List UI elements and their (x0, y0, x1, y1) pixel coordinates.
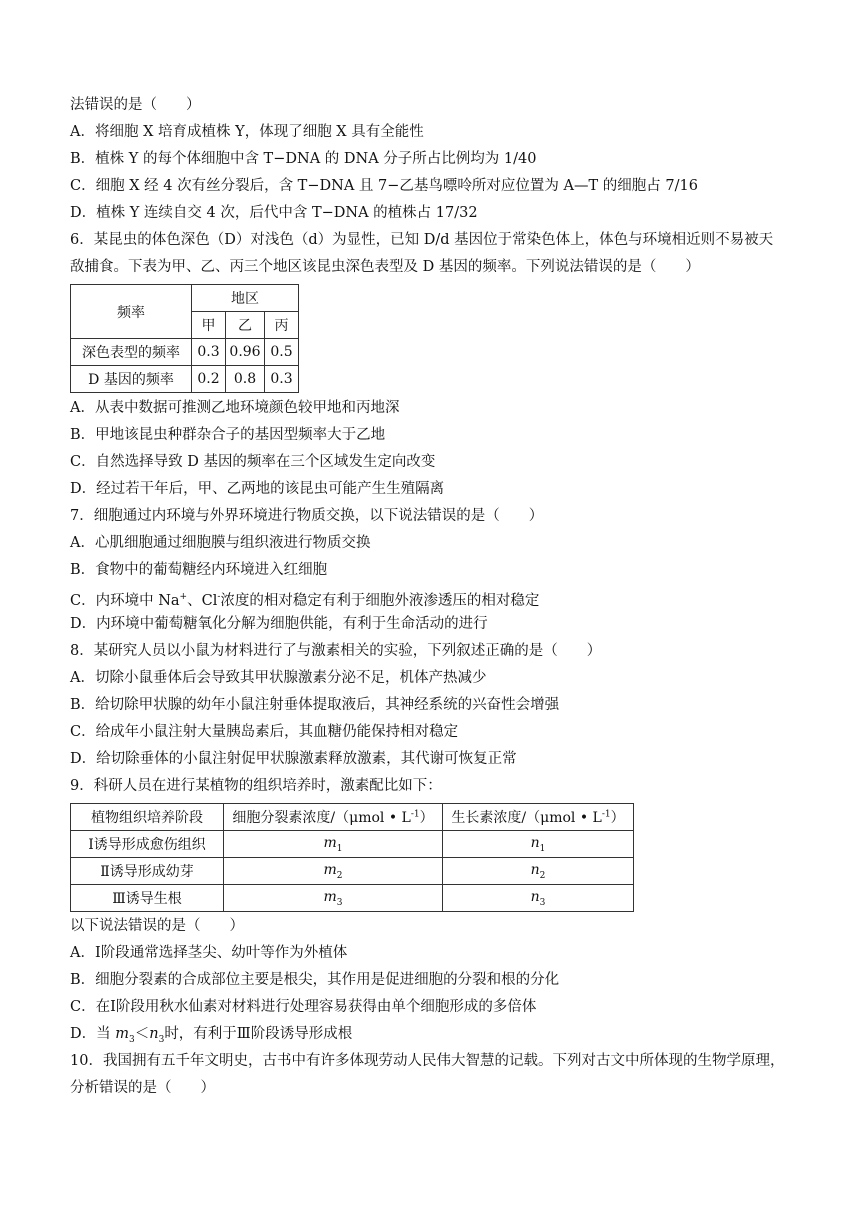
q9-option-d: D．当 $m_3<n_3$时，有利于Ⅲ阶段诱导形成根 (70, 1026, 353, 1045)
q7-option-b: B．食物中的葡萄糖经内环境进入红细胞 (70, 562, 328, 578)
q9-hormone-table (70, 803, 634, 912)
cell-value: 0.2 (192, 366, 226, 393)
cell-value: 0.3 (265, 366, 299, 393)
table-row (71, 366, 299, 393)
q10-stem: 10．我国拥有五千年文明史，古书中有许多体现劳动人民伟大智慧的记载。下列对古文中所体现的生物学原理，分析错误的是（ ） (70, 1053, 785, 1096)
row-label: 深色表型的频率 (71, 339, 192, 366)
q9-option-a: A．Ⅰ阶段通常选择茎尖、幼叶等作为外植体 (70, 945, 348, 961)
table-row (71, 885, 634, 912)
q7-stem: 7．细胞通过内环境与外界环境进行物质交换，以下说法错误的是（ ） (70, 508, 544, 524)
q5-stem-tail: 法错误的是（ ） (70, 97, 201, 113)
region-jia: 甲 (192, 312, 226, 339)
header-auxin: 生长素浓度/（μmol • $L^{-1}$） (443, 804, 634, 831)
cell-value: 0.3 (192, 339, 226, 366)
q8-option-c: C．给成年小鼠注射大量胰岛素后，其血糖仍能保持相对稳定 (70, 724, 459, 740)
row-label: D 基因的频率 (71, 366, 192, 393)
q5-option-c: C．细胞 X 经 4 次有丝分裂后，含 T−DNA 且 7−乙基鸟嘌呤所对应位置为 A—T 的细胞占 7/16 (70, 178, 698, 194)
q6-frequency-table (70, 284, 299, 393)
table-header-row (71, 804, 634, 831)
stage-label: Ⅱ诱导形成幼芽 (71, 858, 224, 885)
q7-option-c: C．内环境中 Na+、Cl-浓度的相对稳定有利于细胞外液渗透压的相对稳定 (70, 592, 540, 609)
q5-option-a: A．将细胞 X 培育成植株 Y，体现了细胞 X 具有全能性 (70, 124, 424, 140)
header-stage: 植物组织培养阶段 (71, 804, 224, 831)
q5-option-d: D．植株 Y 连续自交 4 次，后代中含 T−DNA 的植株占 17/32 (70, 205, 478, 221)
cytokinin-value: $m_2$ (224, 858, 443, 885)
q8-stem: 8．某研究人员以小鼠为材料进行了与激素相关的实验，下列叙述正确的是（ ） (70, 643, 602, 659)
table-row (71, 858, 634, 885)
q6-option-c: C．自然选择导致 D 基因的频率在三个区域发生定向改变 (70, 454, 436, 470)
q8-option-b: B．给切除甲状腺的幼年小鼠注射垂体提取液后，其神经系统的兴奋性会增强 (70, 697, 560, 713)
region-bing: 丙 (265, 312, 299, 339)
auxin-value: $n_2$ (443, 858, 634, 885)
stage-label: Ⅰ诱导形成愈伤组织 (71, 831, 224, 858)
q8-option-d: D．给切除垂体的小鼠注射促甲状腺激素释放激素，其代谢可恢复正常 (70, 751, 517, 767)
table-row (71, 339, 299, 366)
cell-value: 0.96 (226, 339, 265, 366)
q6-option-d: D．经过若干年后，甲、乙两地的该昆虫可能产生生殖隔离 (70, 481, 445, 497)
q9-option-b: B．细胞分裂素的合成部位主要是根尖，其作用是促进细胞的分裂和根的分化 (70, 972, 560, 988)
cell-value: 0.8 (226, 366, 265, 393)
q5-option-b: B．植株 Y 的每个体细胞中含 T−DNA 的 DNA 分子所占比例均为 1/40 (70, 151, 537, 167)
q9-stem: 9．科研人员在进行某植物的组织培养时，激素配比如下： (70, 778, 442, 794)
q7-option-d: D．内环境中葡萄糖氧化分解为细胞供能，有利于生命活动的进行 (70, 616, 488, 632)
cytokinin-value: $m_3$ (224, 885, 443, 912)
q9-option-c: C．在Ⅰ阶段用秋水仙素对材料进行处理容易获得由单个细胞形成的多倍体 (70, 999, 537, 1015)
auxin-value: $n_3$ (443, 885, 634, 912)
q9-ask: 以下说法错误的是（ ） (70, 918, 244, 934)
q6-option-b: B．甲地该昆虫种群杂合子的基因型频率大于乙地 (70, 427, 386, 443)
table-row (71, 831, 634, 858)
region-yi: 乙 (226, 312, 265, 339)
cytokinin-value: $m_1$ (224, 831, 443, 858)
region-header: 地区 (192, 285, 299, 312)
table-corner: 频率 (71, 285, 192, 339)
stage-label: Ⅲ诱导生根 (71, 885, 224, 912)
q7-option-a: A．心肌细胞通过细胞膜与组织液进行物质交换 (70, 535, 371, 551)
q8-option-a: A．切除小鼠垂体后会导致其甲状腺激素分泌不足，机体产热减少 (70, 670, 487, 686)
q6-option-a: A．从表中数据可推测乙地环境颜色较甲地和丙地深 (70, 400, 400, 416)
header-cytokinin: 细胞分裂素浓度/（μmol • $L^{-1}$） (224, 804, 443, 831)
q6-stem: 6．某昆虫的体色深色（D）对浅色（d）为显性，已知 D/d 基因位于常染色体上，体色与环境相近则不易被天敌捕食。下表为甲、乙、丙三个地区该昆虫深色表型及 D 基因的频率。下列说法错误的是（ ） (70, 232, 774, 275)
cell-value: 0.5 (265, 339, 299, 366)
auxin-value: $n_1$ (443, 831, 634, 858)
